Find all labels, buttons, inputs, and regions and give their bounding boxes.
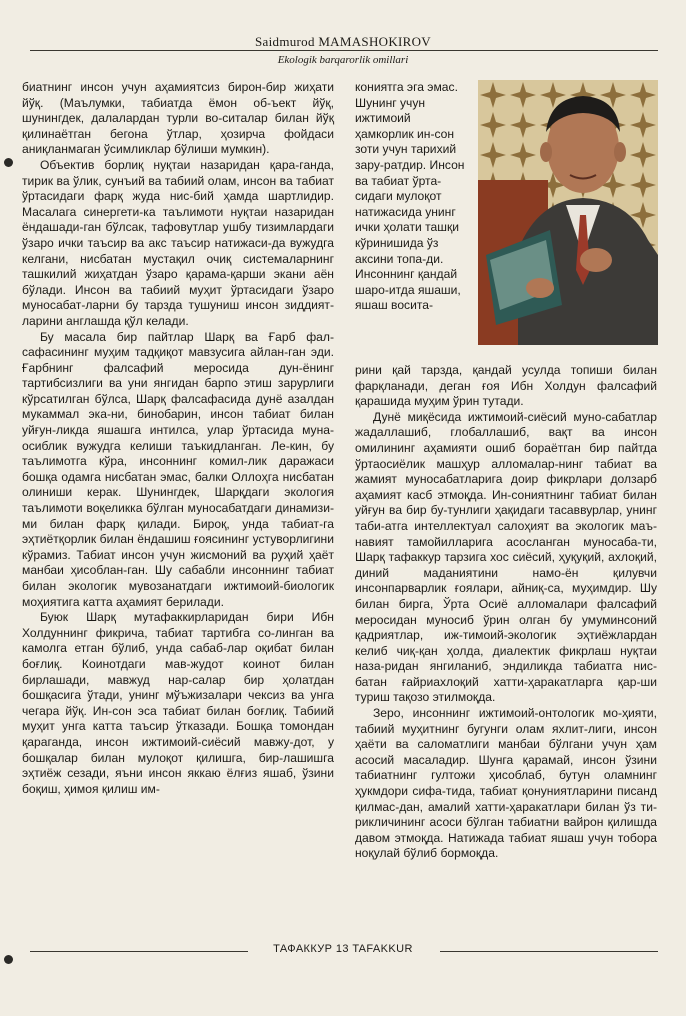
header-subtitle: Ekologik barqarorlik omillari [277, 54, 409, 66]
right-column [355, 363, 657, 862]
middle-column [355, 80, 472, 314]
binder-hole-bottom [4, 955, 13, 964]
footer-page-label: ТАФАККУР 13 TAFAKKUR [273, 943, 413, 955]
header-author: Saidmurod MAMASHOKIROV [255, 34, 431, 49]
paragraph: Дунё миқёсида ижтимоий-сиёсий муно-сабатлар жадаллашиб, глобаллашиб, вақт ва инсон омилининг аҳамияти ошиб бораётган бир пайтда ўртаосиёлик машҳур алломалар-нинг табиат ва жамият муносабатларига доир фикрлари долзарб аҳамият касб этмоқда. Ин-сониятнинг табиат билан уйғун ва бир бу-тунлиги ҳақидаги тасаввурлар, унинг таби-атга интеллектуал салоҳият ва экологик маъ-навият тамойилларига асосланган муносаба-ти, Шарқ тафаккур тарзига хос сиёсий, ҳуқуқий, ахлоқий, диний маданиятини намо-ён қилувчи инсонпарварлик ғоялари, айниқ-са, муҳимдир. Шу билан бирга, Ўрта Осиё алломалари фалсафий меросидан муносиб ўрин олган бу умуминсоний қадриятлар, иж-тимоий-экологик эҳтиёжлардан келиб чиқ-қан ҳолда, диалектик фикрлаш нуқтаи наза-ридан янгиланиб, эндиликда табиатга нис-батан ғайриахлоқий хатти-ҳаракатларга қар-ши туриш тақозо этилмоқда. [355, 409, 657, 705]
binder-hole-top [4, 158, 13, 167]
paragraph: Буюк Шарқ мутафаккирларидан бири Ибн Холдуннинг фикрича, табиат тартибга со-линган ва камолга етган бўлиб, унда сабаб-лар оқибат билан боғлиқ. Коинотдаги мав-жудот коинот билан бирлашади, мавжуд нар-салар бир ҳолатдан бошқасига ўтади, унинг мўъжизалари чексиз ва унга чегара йўқ. Ин-сон эса табиат билан боғлиқ. Табиий муҳит унга катта таъсир ўтказади. Бошқа томондан қараганда, инсон ижтимоий-сиёсий мавжу-дот, у бошқалар билан мулоқот қилишга, бир-лашишга эҳтиёж сезади, яъни инсон яккаю ёлғиз яшаб, ўзини боқиш, ҳимоя қилиш им- [22, 610, 334, 796]
author-portrait-image [478, 80, 658, 345]
footer-rule-right [440, 951, 658, 952]
paragraph: Бу масала бир пайтлар Шарқ ва Ғарб фал-сафасининг муҳим тадқиқот мавзусига айлан-ган эди. Ғарбнинг фалсафий меросида дун-ёнинг тартибсизлиги ва уни янгидан барпо этиш зарурлиги кўрсатилган бўлса, Шарқ фалсафасида дунё азалдан мукаммал эка-ни, бинобарин, инсон табиат билан уйғун-ликда яшашга интилса, улар ўртасида муна-осиблик вужудга келиши таъкидланган. Ле-кин, бу таълимотга кўра, инсоннинг комил-лик даражаси бошқа одамга нисбатан эмас, балки Оллоҳга нисбатан олиниши керак. Шунингдек, Шарқдаги экология таълимоти воқеликка бўлган муносабатдаги динамизи-ми билан фарқ қилади. Бироқ, унда табиат-га эҳтиётқорлик билан ёндашиш ғоясининг устуворлигини кўрамиз. Табиат инсон учун жисмоний ва руҳий ҳаёт манбаи ҳисоблан-ган. Шу сабабли инсоннинг табиат билан экологик мувозанатдаги ижтимоий-биологик моҳиятига катта аҳамият берилади. [22, 329, 334, 609]
paragraph: Объектив борлиқ нуқтаи назаридан қара-ганда, тирик ва ўлик, сунъий ва табиий олам, инсон ва табиат ўртасидаги фарқ жуда нис-бий ҳамда шартлидир. Масалага синергети-ка таълимоти нуқтаи назаридан ёндашади-ган бўлсак, тафовутлар ушбу тизимлардаги ўзаро ички таъсир ва акс таъсир натижаси-да вужудга келгани, нисбатан мустақил очиқ системаларнинг ташкилий жиҳатдан ўзаро қарама-қарши экани аён бўлади. Инсон ва табиий муҳит ўртасидаги ўзаро муносабат-ларни бу тарзда тушуниш инсон зиддият-ларини англашда қўл келади. [22, 157, 334, 328]
left-column [22, 80, 334, 797]
author-photo [478, 80, 658, 345]
header-rule [30, 50, 658, 51]
paragraph: Зеро, инсоннинг ижтимоий-онтологик мо-ҳияти, табиий муҳитнинг бугунги олам яхлит-лиги, инсон ҳаёти ва саломатлиги манбаи бўлгани учун ҳам асосий масаладир. Шунга қарамай, инсон ўзини табиатнинг гултожи ҳисоблаб, бутун оламнинг ҳукмдори сифа-тида, табиат қонуниятларини писанд қилмас-дан, амалий хатти-ҳаракатлари билан ўз ти-рикличининг асоси бўлган табиатни вайрон қилишда давом этмоқда. Натижада табиат яшаш учун тобора ноқулай бўлиб бормоқда. [355, 706, 657, 861]
paragraph: кониятга эга эмас. Шунинг учун ижтимоий ҳамкорлик ин-сон зоти учун тарихий зару-ратдир. Инсон ва табиат ўрта-сидаги мулоқот натижасида унинг ички ҳолати ташқи кўринишида ўз аксини топа-ди. Инсоннинг қандай шаро-итда яшаши, яшаш восита- [355, 80, 465, 313]
paragraph: биатнинг инсон учун аҳамиятсиз бирон-бир жиҳати йўқ. (Маълумки, табиатда ёмон об-ъект йўқ, шунингдек, далалардан турли во-ситалар билан йўқ қилинаётган бегона ўтлар, ҳозирча фойдаси аниқланмаган ўсимликлар бўлиши мумкин). [22, 80, 334, 157]
paragraph: рини қай тарзда, қандай усулда топиши билан фарқланади, деган ғоя Ибн Холдун фалсафий қарашида муҳим ўрин тутади. [355, 363, 657, 409]
